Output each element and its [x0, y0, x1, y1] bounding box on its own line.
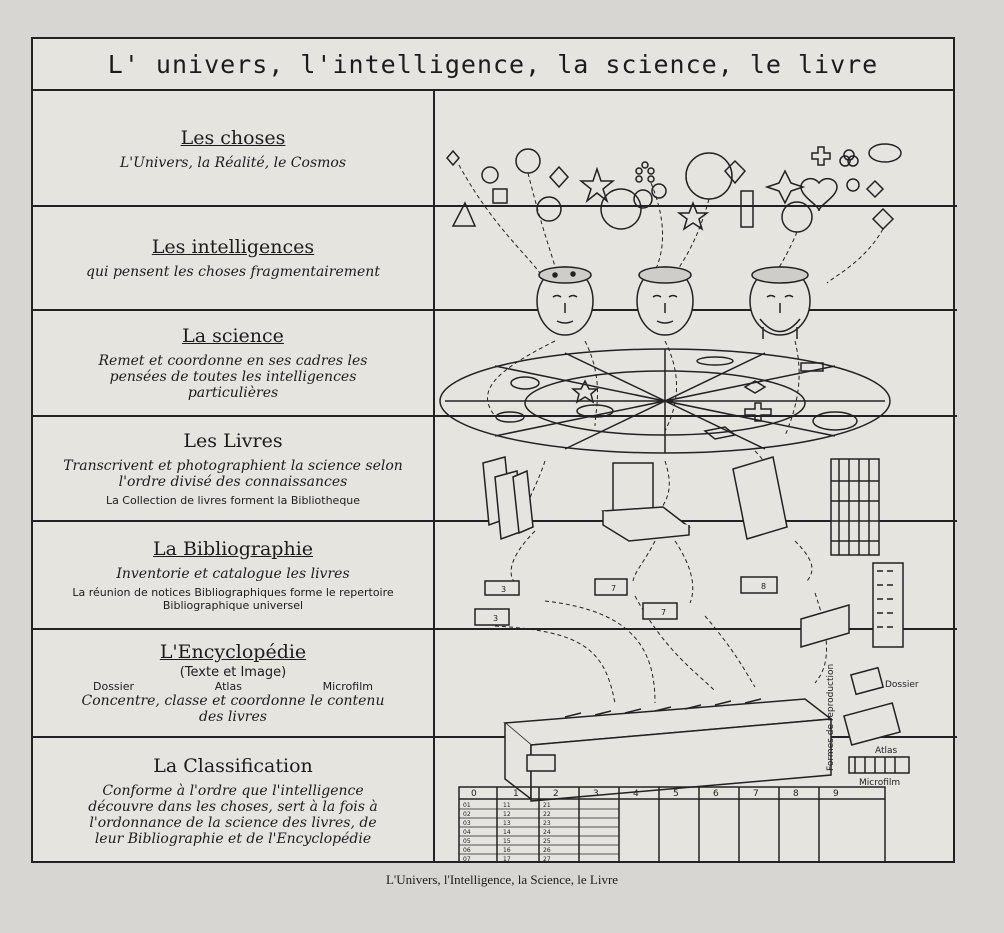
row-heading: La Classification — [153, 754, 313, 777]
row-description: Remet et coordonne en ses cadres les pensées de toutes les intelligences particulières — [98, 353, 368, 401]
row-science — [33, 311, 433, 415]
classification-cell: 17 — [503, 856, 511, 863]
row-heading: La science — [182, 325, 284, 347]
microfilm-label: Microfilm — [859, 778, 901, 788]
diamond-shape — [867, 181, 883, 197]
circle-shape — [537, 197, 561, 221]
row-description: Concentre, classe et coordonne le contenu des livres — [81, 693, 385, 725]
row-description: qui pensent les choses fragmentairement — [86, 264, 380, 280]
dossier-label: Dossier — [885, 680, 919, 690]
bibliography-cards — [475, 563, 903, 647]
classification-cell: 02 — [463, 811, 471, 818]
classification-cell: 27 — [543, 856, 551, 863]
row-encyclopedie — [33, 630, 433, 736]
row-choses — [33, 93, 433, 205]
classification-cell: 11 — [503, 802, 511, 809]
diamond-shape — [447, 151, 459, 165]
cross-shape — [812, 147, 830, 165]
card-cabinet — [873, 563, 903, 647]
row-classification — [33, 738, 433, 863]
row-intelligences — [33, 207, 433, 309]
classification-cell: 15 — [503, 838, 511, 845]
classification-column-header: 3 — [593, 789, 599, 799]
circle-shape — [516, 149, 540, 173]
classification-cell: 04 — [463, 829, 471, 836]
classification-cell: 05 — [463, 838, 471, 845]
classification-cell: 24 — [543, 829, 551, 836]
format-labels — [93, 680, 373, 693]
classification-cell: 01 — [463, 802, 471, 809]
atlas-icon — [844, 703, 900, 745]
classification-column-header: 4 — [633, 789, 639, 799]
format-label: Atlas — [214, 680, 242, 693]
books-illustration — [483, 457, 879, 555]
row-note: La réunion de notices Bibliographiques forme le repertoire Bibliographique universel — [72, 586, 394, 612]
oval-shape — [869, 144, 901, 162]
classification-cell: 03 — [463, 820, 471, 827]
classification-column-header: 8 — [793, 789, 799, 799]
classification-column-header: 2 — [553, 789, 559, 799]
classification-cell: 26 — [543, 847, 551, 854]
classification-column-header: 5 — [673, 789, 679, 799]
triangle-shape — [453, 203, 475, 226]
classification-column-header: 0 — [471, 789, 477, 799]
diamond-shape — [873, 209, 893, 229]
classification-cell: 25 — [543, 838, 551, 845]
row-livres — [33, 417, 433, 520]
classification-column-header: 6 — [713, 789, 719, 799]
row-heading: Les choses — [180, 127, 286, 149]
card-drawer — [801, 605, 849, 647]
row-description: Inventorie et catalogue les livres — [116, 566, 350, 582]
format-label: Dossier — [93, 680, 135, 693]
encyclopedia-cabinet — [505, 668, 909, 801]
star-shape — [581, 169, 613, 201]
row-heading: La Bibliographie — [152, 538, 314, 560]
classification-column-header: 9 — [833, 789, 839, 799]
card-number: 3 — [493, 614, 499, 623]
catalog-card — [741, 577, 777, 593]
format-label: Microfilm — [322, 680, 373, 693]
microfilm-icon — [849, 757, 909, 773]
diagram-plate — [31, 37, 955, 863]
classification-cell: 07 — [463, 856, 471, 863]
catalog-card — [475, 609, 509, 625]
card-number: 8 — [761, 582, 767, 591]
figure-caption: L'Univers, l'Intelligence, la Science, le Livre — [385, 872, 619, 887]
classification-cell: 12 — [503, 811, 511, 818]
heads-illustration — [537, 267, 810, 339]
circle-shape — [482, 167, 498, 183]
classification-cell: 13 — [503, 820, 511, 827]
row-heading: Les intelligences — [151, 236, 315, 258]
diamond-shape — [550, 167, 568, 187]
row-note: La Collection de livres forment la Bibliotheque — [105, 494, 361, 507]
classification-column-header: 1 — [513, 789, 519, 799]
classification-cell: 06 — [463, 847, 471, 854]
classification-cell: 16 — [503, 847, 511, 854]
illustration-panel — [435, 91, 955, 863]
classification-column-header: 7 — [753, 789, 759, 799]
row-description: Transcrivent et photographient la science selon l'ordre divisé des connaissances — [63, 458, 403, 490]
star-shape — [679, 203, 707, 229]
row-description: L'Univers, la Réalité, le Cosmos — [119, 155, 347, 171]
atlas-label: Atlas — [875, 746, 898, 756]
circle-shape — [686, 153, 732, 199]
classification-cell: 21 — [543, 802, 551, 809]
row-subtitle: (Texte et Image) — [179, 665, 287, 680]
square-shape — [493, 189, 507, 203]
reproduction-label: Formes de reproduction — [826, 663, 836, 771]
catalog-card — [643, 603, 677, 619]
card-number: 7 — [611, 584, 617, 593]
row-description: Conforme à l'ordre que l'intelligence découvre dans les choses, sert à la fois à l'ordonnance de la science des livres, de leur Bibliographie et de l'Encyclopédie — [88, 782, 378, 847]
star-shape — [767, 171, 803, 203]
row-bibliographie — [33, 522, 433, 628]
circle-shape — [782, 202, 812, 232]
card-number: 7 — [661, 608, 667, 617]
row-heading: Les Livres — [183, 430, 283, 452]
row-heading: L'Encyclopédie — [159, 641, 307, 663]
bar-shape — [741, 191, 753, 227]
classification-grid — [459, 787, 885, 863]
science-disc — [440, 349, 890, 453]
diagram-title: L' univers, l'intelligence, la science, le livre — [33, 39, 953, 91]
card-number: 3 — [501, 585, 507, 594]
things-illustration — [447, 144, 901, 232]
classification-cell: 22 — [543, 811, 551, 818]
classification-cell: 23 — [543, 820, 551, 827]
classification-cell: 14 — [503, 829, 511, 836]
dossier-icon — [851, 668, 883, 695]
